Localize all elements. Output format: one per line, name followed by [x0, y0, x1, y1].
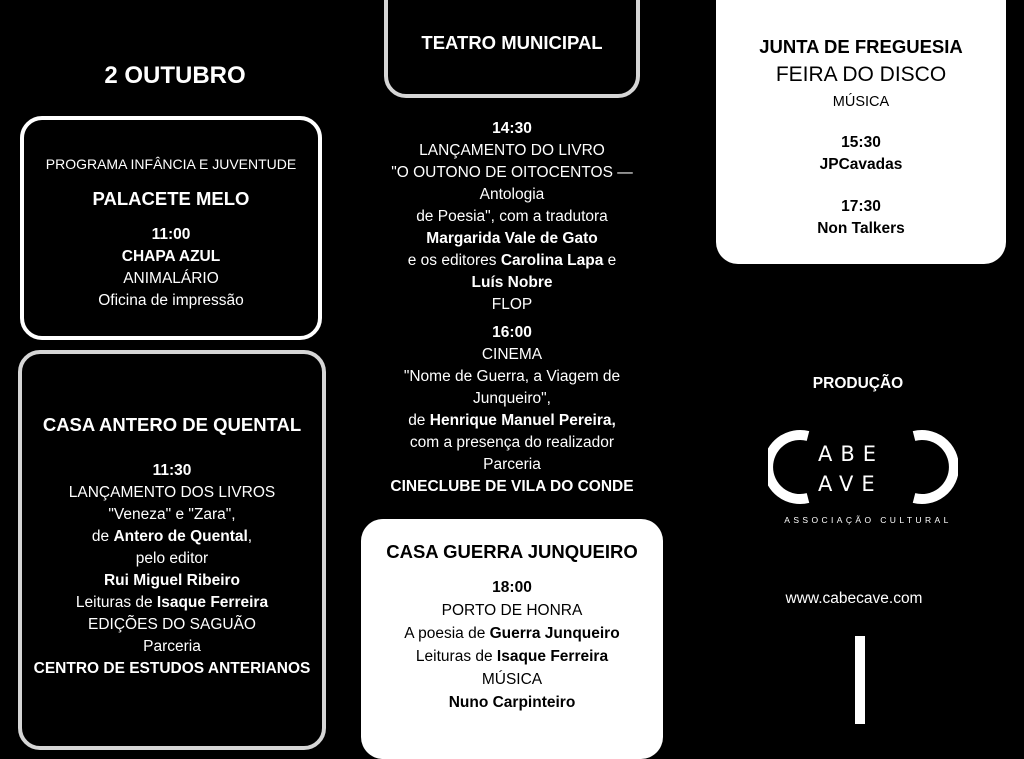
event-line: e os editores Carolina Lapa e — [407, 252, 617, 269]
publisher: FLOP — [491, 296, 533, 313]
artist-name: Non Talkers — [817, 220, 905, 237]
event-time: 18:00 — [492, 579, 532, 596]
event-artist: CHAPA AZUL — [121, 248, 221, 265]
event-line: de Poesia", com a tradutora — [416, 208, 608, 225]
casa-guerra-junqueiro-card — [361, 519, 663, 759]
event-line: pelo editor — [135, 550, 209, 567]
logo-text-bottom: AVE — [818, 472, 883, 496]
logo-subtitle: ASSOCIAÇÃO CULTURAL — [784, 515, 952, 525]
partner-name: CENTRO DE ESTUDOS ANTERIANOS — [33, 660, 311, 677]
cabecave-logo — [768, 428, 958, 532]
event-line: Leituras de Isaque Ferreira — [415, 648, 609, 665]
event-time: 17:30 — [841, 198, 881, 215]
production-label: PRODUÇÃO — [812, 375, 904, 392]
logo-left-c — [768, 435, 808, 499]
event-title: ANIMALÁRIO — [123, 270, 219, 287]
palacete-melo-card — [20, 116, 322, 340]
event-line: de Antero de Quental, — [91, 528, 253, 545]
venue-title: PALACETE MELO — [92, 188, 250, 209]
event-time: 16:00 — [492, 324, 532, 341]
website-link[interactable]: www.cabecave.com — [785, 590, 923, 607]
musician-name: Nuno Carpinteiro — [448, 694, 576, 711]
event-line: com a presença do realizador — [409, 434, 615, 451]
event-title: LANÇAMENTO DO LIVRO — [419, 142, 605, 159]
artist-name: JPCavadas — [819, 156, 903, 173]
venue-title: JUNTA DE FREGUESIA — [759, 36, 963, 57]
event-title: CINEMA — [481, 346, 543, 363]
event-title: PORTO DE HONRA — [441, 602, 583, 619]
logo-right-c — [914, 435, 954, 499]
venue-title: CASA GUERRA JUNQUEIRO — [386, 541, 638, 562]
casa-antero-card — [18, 350, 326, 750]
venue-title: CASA ANTERO DE QUENTAL — [42, 414, 302, 435]
publisher: EDIÇÕES DO SAGUÃO — [88, 616, 256, 633]
category-label: MÚSICA — [832, 94, 890, 110]
editor-name: Luís Nobre — [471, 274, 553, 291]
junta-de-freguesia-card — [716, 0, 1006, 264]
event-description: Oficina de impressão — [98, 292, 244, 309]
event-line: Junqueiro", — [473, 390, 551, 407]
event-line: "Nome de Guerra, a Viagem de — [403, 368, 621, 385]
event-title: LANÇAMENTO DOS LIVROS — [68, 484, 276, 501]
venue-subtitle: FEIRA DO DISCO — [775, 63, 947, 86]
date-title: 2 OUTUBRO — [104, 62, 246, 89]
event-time: 14:30 — [492, 120, 532, 137]
event-time: 11:30 — [152, 462, 192, 479]
logo-text-top: ABE — [818, 442, 885, 466]
event-time: 15:30 — [841, 134, 881, 151]
decorative-bar — [855, 636, 865, 724]
program-label: PROGRAMA INFÂNCIA E JUVENTUDE — [45, 156, 297, 172]
partner-name: CINECLUBE DE VILA DO CONDE — [390, 478, 634, 495]
event-line: "O OUTONO DE OITOCENTOS — — [391, 164, 633, 181]
event-line: "Veneza" e "Zara", — [108, 506, 236, 523]
venue-title: TEATRO MUNICIPAL — [421, 32, 603, 53]
event-line: Antologia — [479, 186, 545, 203]
translator-name: Margarida Vale de Gato — [426, 230, 598, 247]
partnership-label: Parceria — [143, 638, 201, 655]
teatro-municipal-header — [384, 0, 640, 98]
teatro-events — [360, 118, 664, 498]
event-line: A poesia de Guerra Junqueiro — [404, 625, 620, 642]
category-label: MÚSICA — [481, 671, 543, 688]
event-line: Leituras de Isaque Ferreira — [75, 594, 269, 611]
editor-name: Rui Miguel Ribeiro — [103, 572, 241, 589]
event-time: 11:00 — [151, 226, 191, 243]
event-line: de Henrique Manuel Pereira, — [408, 412, 616, 429]
partnership-label: Parceria — [483, 456, 541, 473]
